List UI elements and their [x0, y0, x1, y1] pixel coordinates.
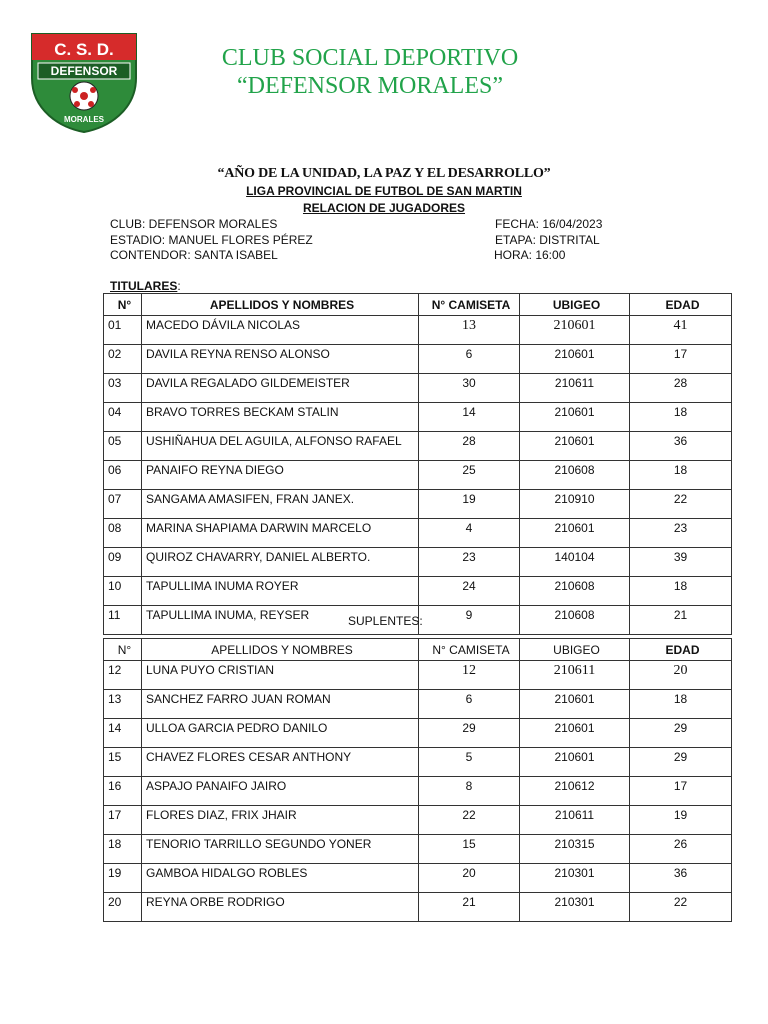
- age: 41: [630, 316, 732, 345]
- col-header-shirt: N° CAMISETA: [419, 294, 520, 316]
- ubigeo: 210301: [520, 864, 630, 893]
- player-name: QUIROZ CHAVARRY, DANIEL ALBERTO.: [142, 548, 419, 577]
- col-header-number: N°: [104, 639, 142, 661]
- age: 22: [630, 893, 732, 922]
- player-number: 16: [104, 777, 142, 806]
- table-row: [104, 461, 732, 490]
- player-number: 18: [104, 835, 142, 864]
- age: 18: [630, 403, 732, 432]
- col-header-ubigeo: UBIGEO: [520, 639, 630, 661]
- ubigeo: 210611: [520, 806, 630, 835]
- table-row: [104, 316, 732, 345]
- info-time: HORA: 16:00: [494, 248, 566, 262]
- table-row: [104, 748, 732, 777]
- player-name: GAMBOA HIDALGO ROBLES: [142, 864, 419, 893]
- ubigeo: 210601: [520, 690, 630, 719]
- info-stadium: ESTADIO: MANUEL FLORES PÉREZ: [110, 233, 313, 247]
- club-title: [160, 44, 580, 100]
- player-number: 08: [104, 519, 142, 548]
- shirt-number: 30: [419, 374, 520, 403]
- player-number: 04: [104, 403, 142, 432]
- age: 23: [630, 519, 732, 548]
- age: 29: [630, 748, 732, 777]
- ubigeo: 210601: [520, 432, 630, 461]
- age: 18: [630, 461, 732, 490]
- table-row: [104, 548, 732, 577]
- ubigeo: 210315: [520, 835, 630, 864]
- col-header-age: EDAD: [630, 639, 732, 661]
- substitutes-label: SUPLENTES:: [348, 614, 423, 628]
- age: 19: [630, 806, 732, 835]
- col-header-shirt: N° CAMISETA: [419, 639, 520, 661]
- player-number: 09: [104, 548, 142, 577]
- shirt-number: 21: [419, 893, 520, 922]
- player-number: 20: [104, 893, 142, 922]
- age: 36: [630, 432, 732, 461]
- age: 36: [630, 864, 732, 893]
- age: 18: [630, 577, 732, 606]
- table-header-row: [104, 639, 732, 661]
- table-row: [104, 777, 732, 806]
- player-name: TAPULLIMA INUMA ROYER: [142, 577, 419, 606]
- player-name: SANCHEZ FARRO JUAN ROMAN: [142, 690, 419, 719]
- age: 28: [630, 374, 732, 403]
- shirt-number: 5: [419, 748, 520, 777]
- ubigeo: 210601: [520, 403, 630, 432]
- table-row: [104, 806, 732, 835]
- player-number: 07: [104, 490, 142, 519]
- shirt-number: 12: [419, 661, 520, 690]
- player-name: CHAVEZ FLORES CESAR ANTHONY: [142, 748, 419, 777]
- col-header-name: APELLIDOS Y NOMBRES: [142, 639, 419, 661]
- table-row: [104, 893, 732, 922]
- starters-label-text: TITULARES: [110, 279, 178, 293]
- shirt-number: 25: [419, 461, 520, 490]
- ubigeo: 210611: [520, 374, 630, 403]
- ubigeo: 210601: [520, 345, 630, 374]
- shirt-number: 15: [419, 835, 520, 864]
- club-title-line1: CLUB SOCIAL DEPORTIVO: [221, 45, 519, 71]
- ubigeo: 210611: [520, 661, 630, 690]
- player-name: TAPULLIMA INUMA, REYSER: [142, 606, 419, 635]
- starters-table: [103, 293, 732, 635]
- player-name: LUNA PUYO CRISTIAN: [142, 661, 419, 690]
- shirt-number: 24: [419, 577, 520, 606]
- shirt-number: 29: [419, 719, 520, 748]
- table-header-row: [104, 294, 732, 316]
- player-number: 03: [104, 374, 142, 403]
- info-date: FECHA: 16/04/2023: [495, 217, 603, 231]
- ubigeo: 210301: [520, 893, 630, 922]
- ubigeo: 210601: [520, 719, 630, 748]
- table-row: [104, 490, 732, 519]
- player-number: 14: [104, 719, 142, 748]
- player-name: DAVILA REGALADO GILDEMEISTER: [142, 374, 419, 403]
- col-header-name: APELLIDOS Y NOMBRES: [142, 294, 419, 316]
- table-row: [104, 432, 732, 461]
- shirt-number: 13: [419, 316, 520, 345]
- player-number: 10: [104, 577, 142, 606]
- info-stage: ETAPA: DISTRITAL: [495, 233, 600, 247]
- player-number: 05: [104, 432, 142, 461]
- ubigeo: 210910: [520, 490, 630, 519]
- table-row: [104, 719, 732, 748]
- player-number: 01: [104, 316, 142, 345]
- player-name: PANAIFO REYNA DIEGO: [142, 461, 419, 490]
- player-number: 02: [104, 345, 142, 374]
- player-name: BRAVO TORRES BECKAM STALIN: [142, 403, 419, 432]
- table-row: [104, 403, 732, 432]
- ubigeo: 140104: [520, 548, 630, 577]
- player-name: TENORIO TARRILLO SEGUNDO YONER: [142, 835, 419, 864]
- shirt-number: 6: [419, 690, 520, 719]
- shirt-number: 19: [419, 490, 520, 519]
- shirt-number: 6: [419, 345, 520, 374]
- player-name: REYNA ORBE RODRIGO: [142, 893, 419, 922]
- table-row: [104, 661, 732, 690]
- col-header-number: N°: [104, 294, 142, 316]
- info-opponent: CONTENDOR: SANTA ISABEL: [110, 248, 278, 262]
- player-number: 19: [104, 864, 142, 893]
- shirt-number: 8: [419, 777, 520, 806]
- year-motto: “AÑO DE LA UNIDAD, LA PAZ Y EL DESARROLLO”: [217, 166, 551, 181]
- table-row: [104, 577, 732, 606]
- logo-band-text: DEFENSOR: [50, 64, 118, 78]
- table-row: [104, 864, 732, 893]
- ubigeo: 210612: [520, 777, 630, 806]
- logo-top-text: C. S. D.: [54, 40, 114, 59]
- list-title: RELACION DE JUGADORES: [302, 201, 466, 215]
- age: 17: [630, 345, 732, 374]
- table-row: [104, 519, 732, 548]
- starters-label: TITULARES:: [110, 279, 181, 293]
- ubigeo: 210608: [520, 606, 630, 635]
- player-name: ASPAJO PANAIFO JAIRO: [142, 777, 419, 806]
- age: 26: [630, 835, 732, 864]
- col-header-age: EDAD: [630, 294, 732, 316]
- player-number: 11: [104, 606, 142, 635]
- table-row: [104, 374, 732, 403]
- substitutes-table: [103, 638, 732, 922]
- age: 21: [630, 606, 732, 635]
- player-number: 17: [104, 806, 142, 835]
- player-name: SANGAMA AMASIFEN, FRAN JANEX.: [142, 490, 419, 519]
- age: 18: [630, 690, 732, 719]
- table-row: [104, 690, 732, 719]
- player-name: MACEDO DÁVILA NICOLAS: [142, 316, 419, 345]
- ubigeo: 210608: [520, 577, 630, 606]
- ubigeo: 210601: [520, 748, 630, 777]
- shirt-number: 23: [419, 548, 520, 577]
- ubigeo: 210608: [520, 461, 630, 490]
- shirt-number: 22: [419, 806, 520, 835]
- table-row: [104, 345, 732, 374]
- info-club: CLUB: DEFENSOR MORALES: [110, 217, 278, 231]
- player-name: FLORES DIAZ, FRIX JHAIR: [142, 806, 419, 835]
- age: 20: [630, 661, 732, 690]
- table-row: [104, 835, 732, 864]
- ubigeo: 210601: [520, 519, 630, 548]
- club-title-line2: “DEFENSOR MORALES”: [236, 73, 503, 99]
- player-number: 06: [104, 461, 142, 490]
- col-header-ubigeo: UBIGEO: [520, 294, 630, 316]
- player-number: 15: [104, 748, 142, 777]
- age: 17: [630, 777, 732, 806]
- player-name: ULLOA GARCIA PEDRO DANILO: [142, 719, 419, 748]
- player-name: MARINA SHAPIAMA DARWIN MARCELO: [142, 519, 419, 548]
- ubigeo: 210601: [520, 316, 630, 345]
- age: 39: [630, 548, 732, 577]
- player-number: 12: [104, 661, 142, 690]
- shirt-number: 20: [419, 864, 520, 893]
- age: 29: [630, 719, 732, 748]
- shirt-number: 9: [419, 606, 520, 635]
- shirt-number: 4: [419, 519, 520, 548]
- shirt-number: 14: [419, 403, 520, 432]
- player-number: 13: [104, 690, 142, 719]
- club-logo: [28, 30, 140, 134]
- logo-bottom-text: MORALES: [64, 115, 104, 124]
- league-name: LIGA PROVINCIAL DE FUTBOL DE SAN MARTIN: [246, 184, 522, 198]
- age: 22: [630, 490, 732, 519]
- player-name: DAVILA REYNA RENSO ALONSO: [142, 345, 419, 374]
- shirt-number: 28: [419, 432, 520, 461]
- player-name: USHIÑAHUA DEL AGUILA, ALFONSO RAFAEL: [142, 432, 419, 461]
